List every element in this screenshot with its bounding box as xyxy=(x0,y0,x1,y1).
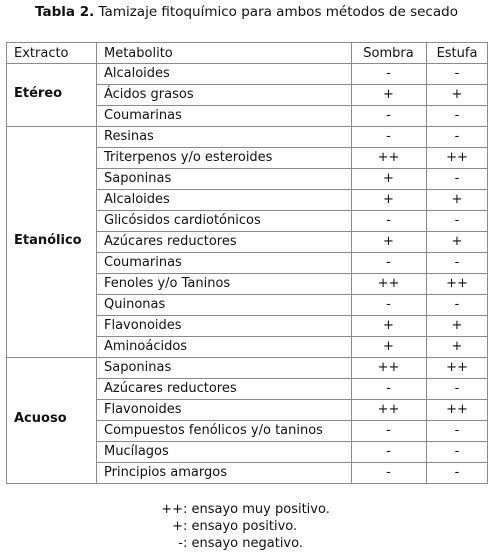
sombra-result: - xyxy=(386,129,391,144)
sombra-result: - xyxy=(386,213,391,228)
estufa-result: - xyxy=(454,465,460,480)
metabolito-cell: Principios amargos xyxy=(104,465,227,480)
column-divider xyxy=(351,42,352,484)
legend-text: : ensayo positivo. xyxy=(183,519,298,534)
metabolito-cell: Coumarinas xyxy=(104,108,182,123)
sombra-result: ++ xyxy=(377,150,400,165)
column-divider xyxy=(487,42,488,484)
estufa-result: + xyxy=(451,318,463,333)
estufa-result: ++ xyxy=(446,402,468,417)
column-divider xyxy=(96,42,97,484)
legend-text: : ensayo muy positivo. xyxy=(183,502,330,517)
metabolito-cell: Alcaloides xyxy=(104,66,170,81)
legend-symbol: ++ xyxy=(161,502,183,517)
metabolito-cell: Azúcares reductores xyxy=(104,234,237,249)
metabolito-cell: Flavonoides xyxy=(104,318,182,333)
estufa-result: ++ xyxy=(446,360,468,375)
sombra-result: - xyxy=(386,444,391,459)
estufa-result: - xyxy=(454,129,460,144)
metabolito-cell: Coumarinas xyxy=(104,255,182,270)
metabolito-cell: Aminoácidos xyxy=(104,339,188,354)
sombra-result: + xyxy=(383,234,394,249)
metabolito-cell: Flavonoides xyxy=(104,402,182,417)
estufa-result: + xyxy=(451,192,463,207)
sombra-result: - xyxy=(386,465,391,480)
estufa-result: - xyxy=(454,108,460,123)
estufa-result: - xyxy=(454,297,460,312)
header-extracto: Extracto xyxy=(14,46,69,61)
estufa-result: - xyxy=(454,255,460,270)
sombra-result: - xyxy=(386,255,391,270)
estufa-result: - xyxy=(454,171,460,186)
metabolito-cell: Compuestos fenólicos y/o taninos xyxy=(104,423,323,438)
row-divider xyxy=(6,42,488,43)
metabolito-cell: Resinas xyxy=(104,129,154,144)
phytochemical-table xyxy=(6,42,488,482)
metabolito-cell: Ácidos grasos xyxy=(104,87,194,102)
estufa-result: + xyxy=(451,339,463,354)
sombra-result: ++ xyxy=(377,402,400,417)
estufa-result: - xyxy=(454,66,460,81)
sombra-result: + xyxy=(383,318,394,333)
metabolito-cell: Glicósidos cardiotónicos xyxy=(104,213,261,228)
extract-group-label: Etanólico xyxy=(14,232,82,248)
estufa-result: - xyxy=(454,381,460,396)
metabolito-cell: Saponinas xyxy=(104,171,172,186)
estufa-result: - xyxy=(454,423,460,438)
legend-symbol: - xyxy=(178,536,183,551)
extract-group-label: Etéreo xyxy=(14,85,63,101)
sombra-result: - xyxy=(386,297,391,312)
sombra-result: - xyxy=(386,423,391,438)
metabolito-cell: Alcaloides xyxy=(104,192,170,207)
extract-group-label: Acuoso xyxy=(14,411,67,426)
estufa-result: ++ xyxy=(446,150,468,165)
estufa-result: - xyxy=(454,444,460,459)
metabolito-cell: Quinonas xyxy=(104,297,166,312)
estufa-result: ++ xyxy=(446,276,468,291)
sombra-result: ++ xyxy=(377,360,400,375)
sombra-result: - xyxy=(386,108,391,123)
header-sombra: Sombra xyxy=(363,46,414,61)
legend-symbol: + xyxy=(172,519,183,534)
estufa-result: + xyxy=(451,234,463,249)
metabolito-cell: Saponinas xyxy=(104,360,172,375)
legend-text: : ensayo negativo. xyxy=(183,536,303,551)
header-estufa: Estufa xyxy=(436,46,478,61)
sombra-result: ++ xyxy=(377,276,400,291)
caption-text: Tamizaje fitoquímico para ambos métodos de secado xyxy=(98,4,458,20)
row-divider xyxy=(6,483,488,484)
metabolito-cell: Mucílagos xyxy=(104,444,169,459)
column-divider xyxy=(6,42,7,484)
metabolito-cell: Triterpenos y/o esteroides xyxy=(104,150,273,165)
sombra-result: + xyxy=(383,87,394,102)
caption-label: Tabla 2. xyxy=(35,4,95,20)
sombra-result: + xyxy=(383,192,394,207)
sombra-result: - xyxy=(386,381,391,396)
metabolito-cell: Azúcares reductores xyxy=(104,381,237,396)
sombra-result: + xyxy=(383,171,394,186)
header-metabolito: Metabolito xyxy=(104,46,173,61)
sombra-result: - xyxy=(386,66,391,81)
sombra-result: + xyxy=(383,339,394,354)
estufa-result: + xyxy=(451,87,463,102)
column-divider xyxy=(426,42,427,484)
metabolito-cell: Fenoles y/o Taninos xyxy=(104,276,231,291)
estufa-result: - xyxy=(454,213,460,228)
table-caption xyxy=(0,4,493,20)
